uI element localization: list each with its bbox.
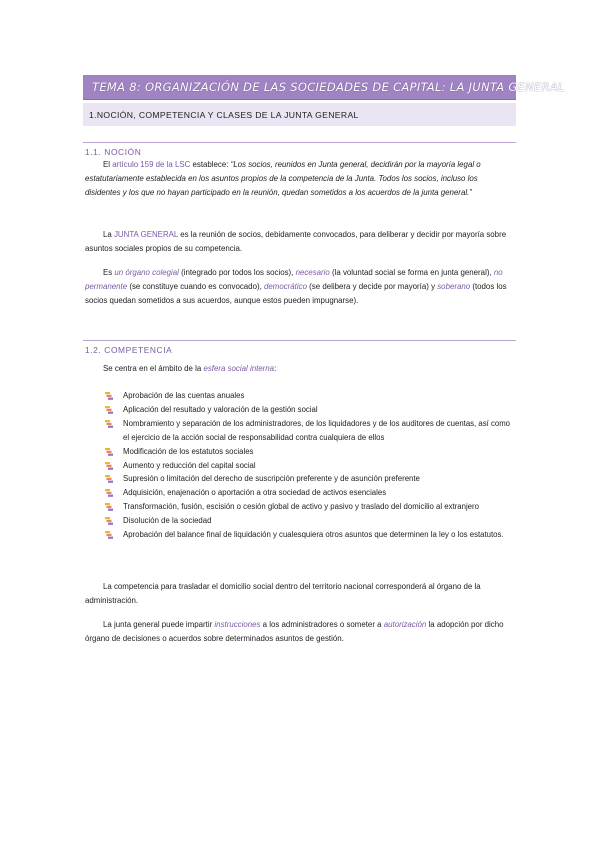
term-instrucciones: instrucciones bbox=[214, 620, 261, 629]
list-item bbox=[105, 417, 515, 445]
subheading-competencia: 1.2. COMPETENCIA bbox=[83, 340, 516, 355]
text: (la voluntad social se forma en junta general), bbox=[329, 268, 494, 277]
list-item-label: Aumento y reducción del capital social bbox=[123, 460, 256, 470]
term-organo-colegial: un órgano colegial bbox=[114, 268, 179, 277]
law-reference: artículo 159 de la LSC bbox=[112, 160, 191, 169]
list-item bbox=[105, 389, 515, 403]
section-banner bbox=[83, 103, 516, 126]
text: a los administradores o someter a bbox=[260, 620, 384, 629]
competencia-intro bbox=[103, 362, 513, 376]
layered-bullet-icon bbox=[105, 517, 113, 525]
layered-bullet-icon bbox=[105, 503, 113, 511]
list-item-label: Aprobación del balance final de liquidación y cualesquiera otros asuntos que determinen la ley o los estatutos. bbox=[123, 530, 504, 540]
list-item-label: Transformación, fusión, escisión o cesión global de activo y pasivo y traslado del domicilio al extranjero bbox=[123, 502, 479, 512]
term-junta-general: JUNTA GENERAL bbox=[113, 230, 178, 239]
paragraph-instrucciones bbox=[85, 618, 513, 646]
term-necesario: necesario bbox=[295, 268, 330, 277]
text: La junta general puede impartir bbox=[103, 620, 215, 629]
list-item-label: Supresión o limitación del derecho de suscripción preferente y de asunción preferente bbox=[123, 474, 420, 484]
text: establece: bbox=[190, 160, 231, 169]
list-item-label: Nombramiento y separación de los administradores, de los liquidadores y de los auditores de cuentas, así como el ejercicio de la acción social de responsabilidad contra cualquiera de ellos bbox=[123, 418, 511, 442]
text: El bbox=[103, 160, 113, 169]
text: La bbox=[103, 230, 114, 239]
list-item bbox=[105, 500, 515, 514]
term-no-permanente: no permanente bbox=[85, 268, 503, 292]
section-title: 1.NOCIÓN, COMPETENCIA Y CLASES DE LA JUNTA GENERAL bbox=[89, 109, 359, 120]
layered-bullet-icon bbox=[105, 448, 113, 456]
term-soberano: soberano bbox=[437, 282, 471, 292]
list-item bbox=[105, 459, 515, 473]
competencia-list bbox=[105, 389, 515, 542]
article-quote: “Los socios, reunidos en Junta general, decidirán por la mayoría legal o estatutariamente establecida en los asuntos propios de la competencia de la Junta. Todos los socios, incluso los disidentes y los que no hayan participado en la reunión, quedan sometidos a los acuerdos de la junta general.” bbox=[85, 160, 481, 198]
term-esfera-social: esfera social interna bbox=[203, 364, 275, 373]
layered-bullet-icon bbox=[105, 406, 113, 414]
layered-bullet-icon bbox=[105, 489, 113, 497]
list-item-label: Aprobación de las cuentas anuales bbox=[123, 391, 245, 400]
paragraph-characteristics bbox=[85, 266, 513, 309]
paragraph-article bbox=[85, 158, 513, 201]
subheading-nocion: 1.1. NOCIÓN bbox=[83, 142, 516, 157]
list-item bbox=[105, 486, 515, 500]
layered-bullet-icon bbox=[105, 531, 113, 539]
list-item-label: Adquisición, enajenación o aportación a otra sociedad de activos esenciales bbox=[123, 488, 387, 498]
layered-bullet-icon bbox=[105, 462, 113, 470]
list-item-label: Disolución de la sociedad bbox=[123, 516, 212, 526]
list-item bbox=[105, 472, 515, 486]
text: (se constituye cuando es convocado), bbox=[127, 282, 264, 292]
text: (todos los socios quedan sometidos a sus acuerdos, aunque estos pueden impugnarse). bbox=[85, 282, 507, 306]
layered-bullet-icon bbox=[105, 475, 113, 483]
text: (se delibera y decide por mayoría) y bbox=[306, 282, 438, 292]
title-banner bbox=[83, 75, 565, 100]
text: : bbox=[274, 364, 277, 373]
list-item-label: Aplicación del resultado y valoración de la gestión social bbox=[123, 404, 318, 414]
term-democratico: democrático bbox=[263, 282, 307, 292]
text: la adopción por dicho órgano de decisiones o acuerdos sobre determinados asuntos de gestión. bbox=[85, 620, 504, 644]
paragraph-domicilio: La competencia para trasladar el domicilio social dentro del territorio nacional corresponderá al órgano de la administración. bbox=[85, 582, 481, 606]
text: Se centra en el ámbito de la bbox=[103, 364, 204, 373]
paragraph-definition bbox=[85, 228, 513, 256]
list-item bbox=[105, 514, 515, 528]
term-autorizacion: autorización bbox=[383, 620, 427, 629]
document-title: TEMA 8: ORGANIZACIÓN DE LAS SOCIEDADES DE CAPITAL: LA JUNTA GENERAL bbox=[92, 80, 565, 94]
list-item-label: Modificación de los estatutos sociales bbox=[123, 446, 254, 456]
list-item bbox=[105, 403, 515, 417]
layered-bullet-icon bbox=[105, 420, 113, 428]
layered-bullet-icon bbox=[105, 392, 113, 400]
text: Es bbox=[103, 268, 115, 277]
text: es la reunión de socios, debidamente convocados, para deliberar y decidir por mayoría sobre asuntos sociales propios de su competencia. bbox=[85, 230, 507, 254]
list-item bbox=[105, 445, 515, 459]
list-item bbox=[105, 528, 515, 542]
text: (integrado por todos los socios), bbox=[178, 268, 296, 277]
